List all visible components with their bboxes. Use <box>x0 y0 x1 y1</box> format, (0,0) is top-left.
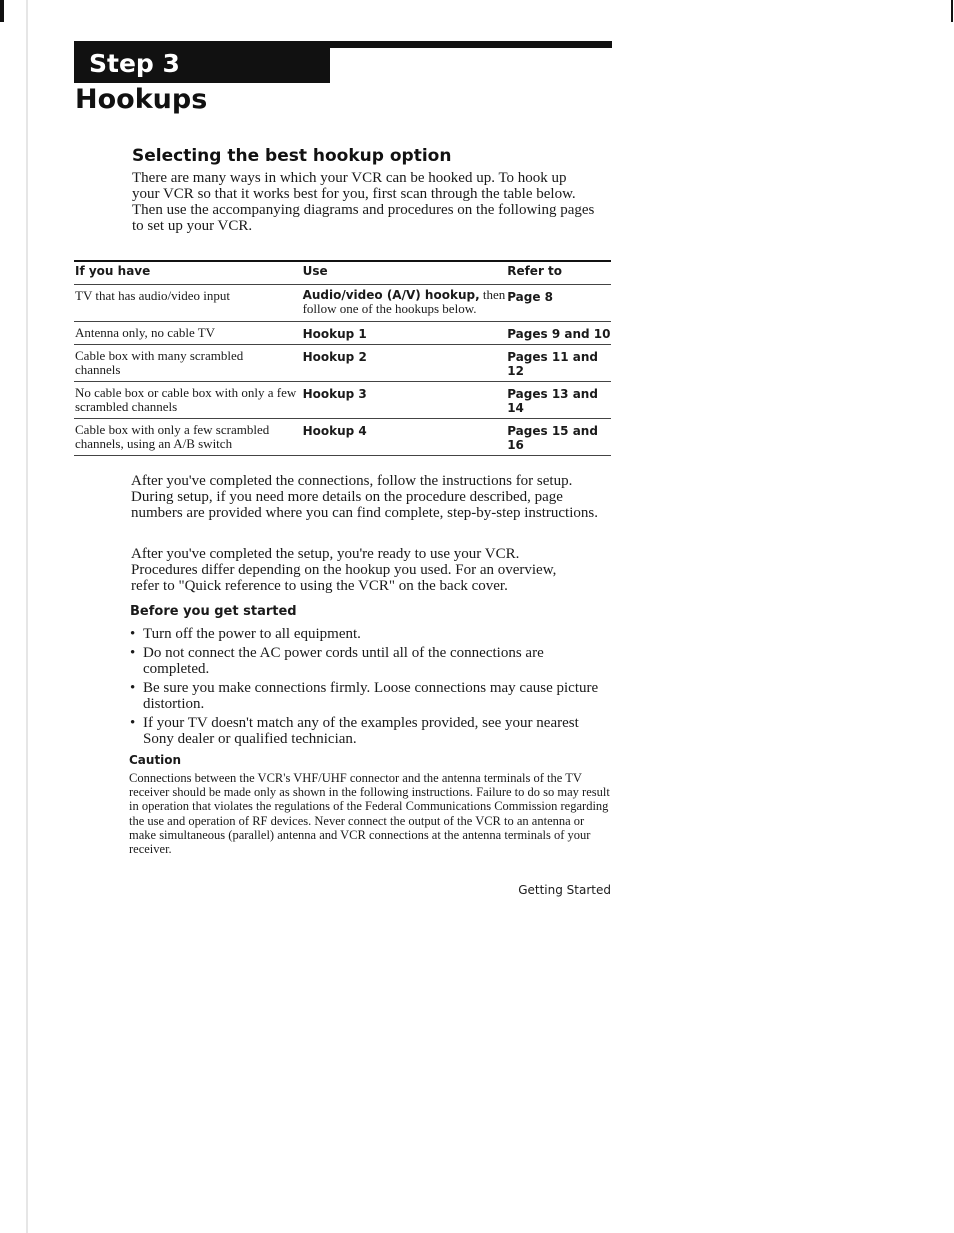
step-banner <box>74 41 330 83</box>
cell-use: Hookup 3 <box>302 387 367 401</box>
setup-paragraph: After you've completed the connections, follow the instructions for setup. During setup, if you need more details on the procedure described, page numbers are provided where you can find complete, step-by-step instructions. <box>131 473 598 521</box>
page-edge-mark <box>0 0 4 22</box>
footer-section-name: Getting Started <box>518 883 611 897</box>
cell-refer: Page 8 <box>507 290 554 304</box>
list-item: • Turn off the power to all equipment. <box>130 626 610 642</box>
before-you-start-heading: Before you get started <box>130 604 297 619</box>
step-label: Step 3 <box>89 48 180 78</box>
cell-have: Cable box with only a few scrambled channels, using an A/B switch <box>75 422 270 451</box>
cell-refer: Pages 11 and 12 <box>507 350 598 378</box>
table-row <box>74 345 611 382</box>
intro-paragraph: There are many ways in which your VCR can be hooked up. To hook up your VCR so that it works best for you, first scan through the table below. Then use the accompanying diagrams and procedures on the following pages to set up your VCR. <box>132 170 595 234</box>
cell-refer: Pages 13 and 14 <box>507 387 598 415</box>
list-item: • Do not connect the AC power cords until all of the connections are completed. <box>130 645 610 677</box>
scan-margin-line <box>26 0 28 1233</box>
list-item: • If your TV doesn't match any of the examples provided, see your nearest Sony dealer or qualified technician. <box>130 715 610 747</box>
hookup-options-table <box>74 260 611 456</box>
cell-have: TV that has audio/video input <box>75 288 231 303</box>
list-item: • Be sure you make connections firmly. Loose connections may cause picture distortion. <box>130 680 610 712</box>
page-title: Hookups <box>75 84 208 115</box>
cell-have: No cable box or cable box with only a few scrambled channels <box>75 385 297 414</box>
section-heading: Selecting the best hookup option <box>132 146 452 166</box>
table-row <box>74 285 611 322</box>
table-header-row <box>74 262 611 285</box>
cell-refer: Pages 9 and 10 <box>507 327 611 341</box>
caution-text: Connections between the VCR's VHF/UHF connector and the antenna terminals of the TV receiver should be made only as shown in the following instructions. Failure to do so may result in operation that violates the regulations of the Federal Communications Commission regarding the use and operation of RF devices. Never connect the output of the VCR to an antenna or make simultaneous (parallel) antenna and VCR connections at the antenna terminals of your receiver. <box>129 771 610 857</box>
cell-use-note: then follow one of the hookups below. <box>302 287 506 316</box>
cell-use: Hookup 1 <box>302 327 367 341</box>
cell-use-label: Audio/video (A/V) hookup, <box>302 288 480 302</box>
overview-paragraph: After you've completed the setup, you're ready to use your VCR. Procedures differ depending on the hookup you used. For an overview, refer to "Quick reference to using the VCR" on the back cover. <box>131 546 557 594</box>
caution-label: Caution <box>129 753 182 767</box>
cell-have: Cable box with many scrambled channels <box>75 348 244 377</box>
column-header-have: If you have <box>75 264 151 278</box>
cell-have: Antenna only, no cable TV <box>75 325 216 340</box>
page-edge-mark <box>951 0 953 22</box>
column-header-use: Use <box>302 264 328 278</box>
cell-use: Hookup 4 <box>302 424 367 438</box>
table-row <box>74 419 611 456</box>
cell-use <box>303 285 508 321</box>
column-header-refer: Refer to <box>507 264 563 278</box>
cell-use: Hookup 2 <box>302 350 367 364</box>
table-row <box>74 322 611 345</box>
table-row <box>74 382 611 419</box>
cell-refer: Pages 15 and 16 <box>507 424 598 452</box>
precautions-list <box>130 626 610 750</box>
